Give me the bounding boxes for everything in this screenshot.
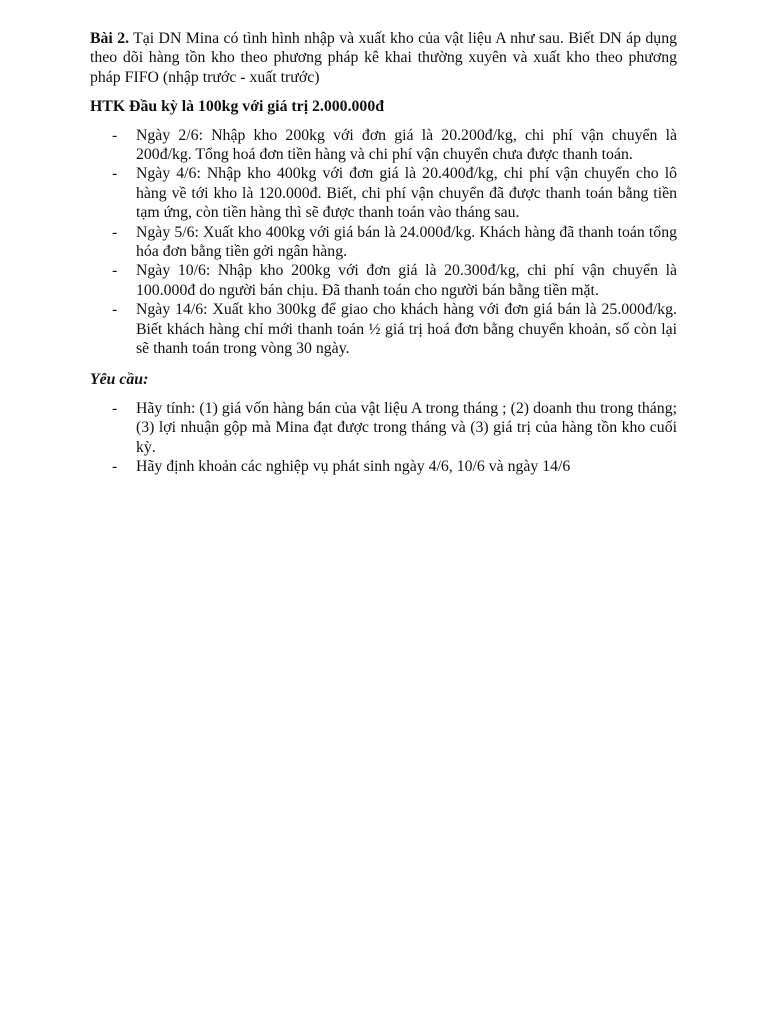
opening-inventory-line: HTK Đầu kỳ là 100kg với giá trị 2.000.000đ — [90, 98, 385, 116]
dash-bullet: - — [112, 301, 118, 319]
requirements-list — [90, 399, 677, 477]
problem-intro-text: Tại DN Mina có tình hình nhập và xuất kho của vật liệu A như sau. Biết DN áp dụng theo dõi hàng tồn kho theo phương pháp kê khai thường xuyên và xuất kho theo phương pháp FIFO (nhập trước - xuất trước) — [90, 30, 677, 86]
requirement-text: Hãy tính: (1) giá vốn hàng bán của vật liệu A trong tháng ; (2) doanh thu trong tháng; (3) lợi nhuận gộp mà Mina đạt được trong tháng và (3) giá trị của hàng tồn kho cuối kỳ. — [136, 399, 677, 456]
list-item — [90, 164, 677, 222]
transaction-text: Ngày 10/6: Nhập kho 200kg với đơn giá là 20.300đ/kg, chi phí vận chuyển là 100.000đ do người bán chịu. Đã thanh toán cho người bán bằng tiền mặt. — [136, 262, 677, 299]
dash-bullet: - — [112, 262, 118, 280]
list-item — [90, 300, 677, 358]
transaction-text: Ngày 2/6: Nhập kho 200kg với đơn giá là 20.200đ/kg, chi phí vận chuyển là 200đ/kg. Tổng hoá đơn tiền hàng và chi phí vận chuyển chưa được thanh toán. — [136, 126, 677, 164]
transaction-list — [90, 126, 677, 359]
dash-bullet: - — [112, 126, 118, 144]
document-page — [90, 29, 677, 477]
requirements-heading: Yêu cầu: — [90, 370, 149, 388]
requirement-text: Hãy định khoản các nghiệp vụ phát sinh ngày 4/6, 10/6 và ngày 14/6 — [136, 458, 571, 476]
list-item — [90, 223, 677, 262]
dash-bullet: - — [112, 458, 118, 476]
dash-bullet: - — [112, 165, 118, 183]
dash-bullet: - — [112, 399, 118, 417]
list-item — [90, 261, 677, 300]
dash-bullet: - — [112, 223, 118, 241]
list-item — [90, 399, 677, 457]
transaction-text: Ngày 14/6: Xuất kho 300kg để giao cho khách hàng với đơn giá bán là 25.000đ/kg. Biết khách hàng chỉ mới thanh toán ½ giá trị hoá đơn bằng chuyển khoản, số còn lại sẽ thanh toán trong vòng 30 ngày. — [136, 301, 677, 358]
list-item — [90, 457, 677, 476]
problem-label: Bài 2. — [90, 30, 130, 47]
problem-intro — [90, 29, 677, 87]
list-item — [90, 126, 677, 165]
transaction-text: Ngày 5/6: Xuất kho 400kg với giá bán là 24.000đ/kg. Khách hàng đã thanh toán tổng hóa đơn bằng tiền gởi ngân hàng. — [136, 223, 677, 261]
transaction-text: Ngày 4/6: Nhập kho 400kg với đơn giá là 20.400đ/kg, chi phí vận chuyển cho lô hàng về tới kho là 120.000đ. Biết, chi phí vận chuyển đã được thanh toán bằng tiền tạm ứng, còn tiền hàng thì sẽ được thanh toán vào tháng sau. — [136, 165, 677, 222]
